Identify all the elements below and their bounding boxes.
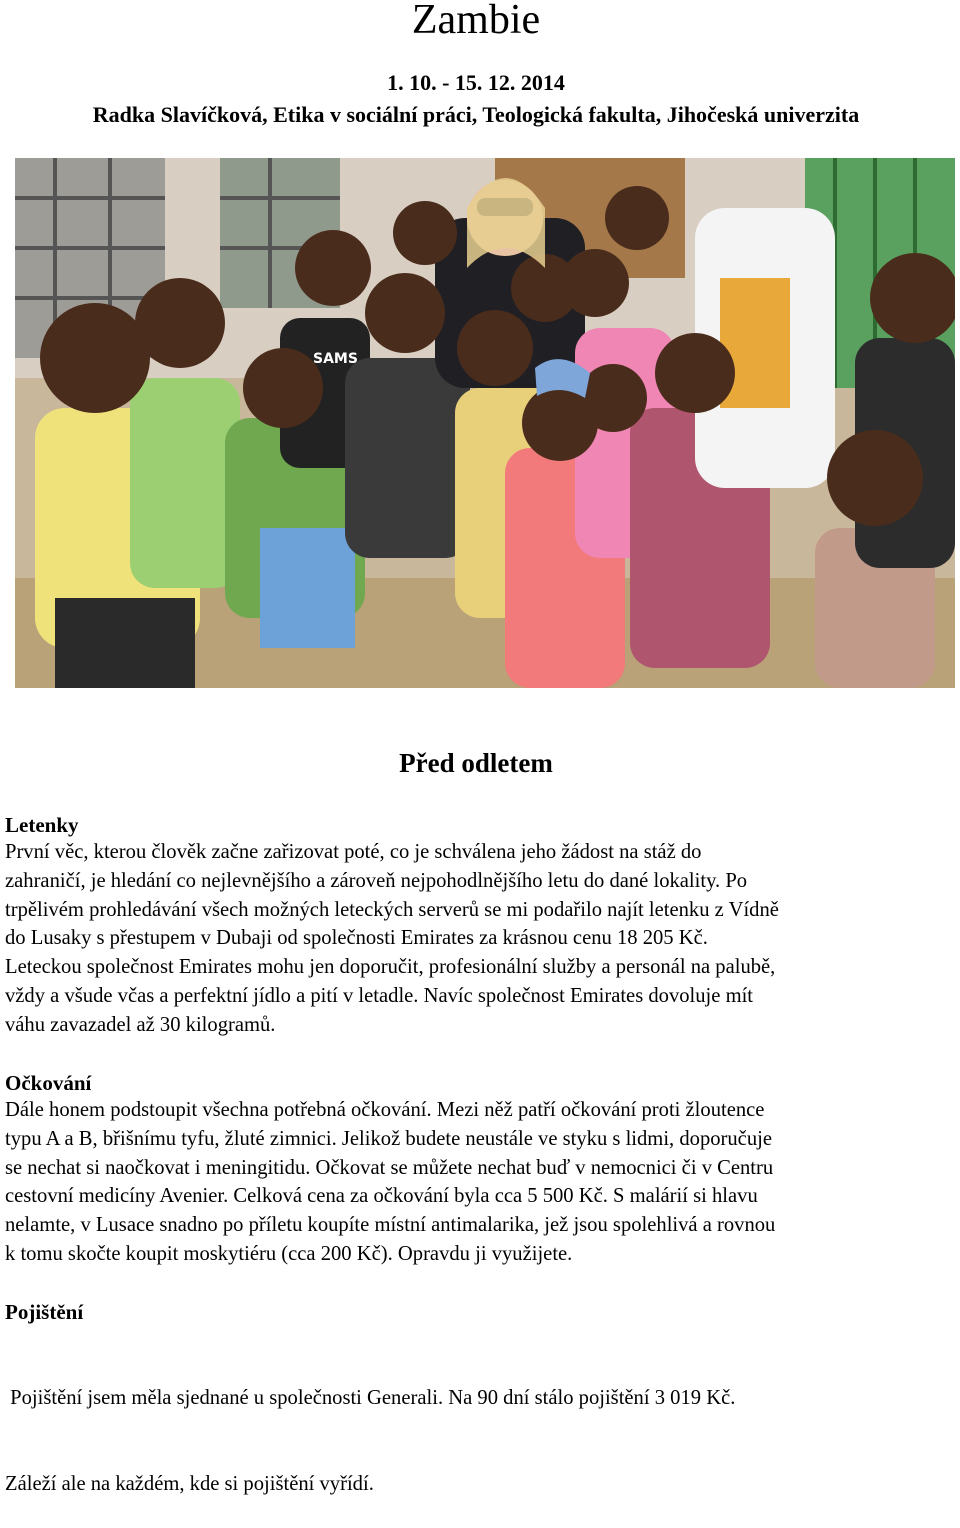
text-line: První věc, kterou člověk začne zařizovat poté, co je schválena jeho žádost na stáž do <box>5 841 702 863</box>
vaccination-heading: Očkování <box>5 1071 92 1095</box>
shirt-text: SAMS <box>313 351 358 367</box>
text-line: Záleží ale na každém, kde si pojištění vyřídí. <box>5 1472 374 1495</box>
author-line: Radka Slavíčková, Etika v sociální práci, Teologická fakulta, Jihočeská univerzita <box>92 102 860 127</box>
text-line: cestovní medicíny Avenier. Celková cena za očkování byla cca 5 500 Kč. S malárií si hlavu <box>5 1185 758 1208</box>
text-line: k tomu skočte koupit moskytiéru (cca 200 Kč). Opravdu ji využijete. <box>5 1242 573 1265</box>
text-line: Dále honem podstoupit všechna potřebná očkování. Mezi něž patří očkování proti žloutence <box>5 1099 765 1121</box>
group-photo <box>15 158 955 688</box>
text-line: nelamte, v Lusace snadno po příletu koupíte místní antimalarika, jež jsou spolehlivá a rovnou <box>5 1214 776 1237</box>
insurance-paragraph <box>5 1326 950 1528</box>
document-title: Zambie <box>411 0 541 43</box>
insurance-heading: Pojištění <box>5 1300 84 1324</box>
vaccination-paragraph <box>5 1096 950 1269</box>
tickets-paragraph <box>5 838 950 1040</box>
text-line: se nechat si naočkovat i meningitidu. Očkovat se můžete nechat buď v nemocnici či v Centru <box>5 1156 774 1179</box>
text-line: do Lusaky s přestupem v Dubaji od společnosti Emirates za krásnou cenu 18 205 Kč. <box>5 927 708 950</box>
text-line: Pojištění jsem měla sjednané u společnosti Generali. Na 90 dní stálo pojištění 3 019 Kč. <box>5 1386 736 1409</box>
text-line: trpělivém prohledávání všech možných leteckých serverů se mi podařilo najít letenku z Vídně <box>5 898 779 921</box>
text-line: váhu zavazadel až 30 kilogramů. <box>5 1013 276 1036</box>
section-heading: Před odletem <box>399 748 553 778</box>
text-line: Leteckou společnost Emirates mohu jen doporučit, profesionální služby a personál na palubě, <box>5 956 776 979</box>
date-range: 1. 10. - 15. 12. 2014 <box>387 70 565 95</box>
text-line: typu A a B, břišnímu tyfu, žluté zimnici. Jelikož budete neustále ve styku s lidmi, doporučuje <box>5 1127 772 1150</box>
tickets-heading: Letenky <box>5 813 79 837</box>
text-line: vždy a všude včas a perfektní jídlo a pití v letadle. Navíc společnost Emirates dovoluje mít <box>5 984 754 1007</box>
text-line: zahraničí, je hledání co nejlevnějšího a zároveň nejpohodlnějšího letu do dané lokality. Po <box>5 869 748 892</box>
group-photo-illustration <box>15 158 955 688</box>
